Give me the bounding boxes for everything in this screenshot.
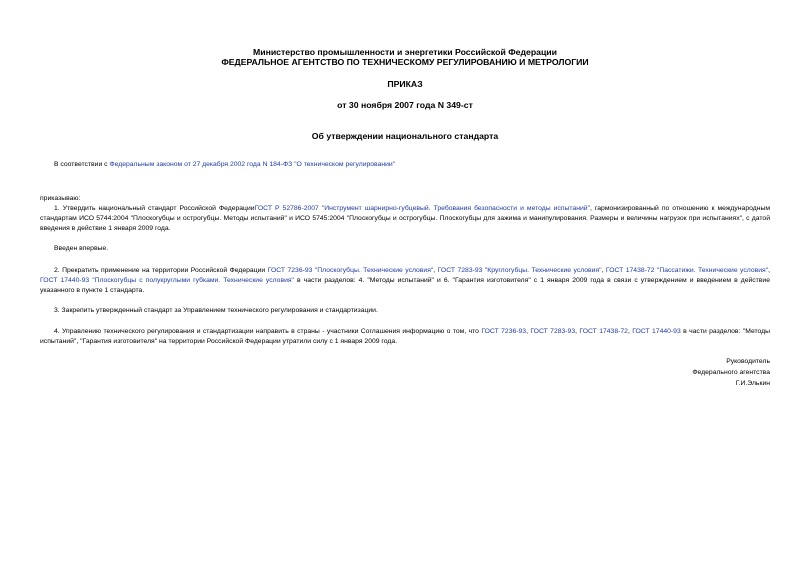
orders-word: приказываю: [40,195,81,202]
order-date: от 30 ноября 2007 года N 349-ст [337,100,473,110]
preamble-paragraph [40,160,770,170]
gost-7236-link[interactable]: ГОСТ 7236-93 "Плоскогубцы. Технические условия" [267,267,434,274]
order-title: ПРИКАЗ [387,79,423,89]
gost-7283-link[interactable]: ГОСТ 7283-93 "Круглогубцы. Технические условия" [437,267,602,274]
item-4-text: 4. Управлению технического регулирования и стандартизации направить в страны - участники Соглашения информацию о том, что [54,328,482,335]
item-2-suffix: в части разделов: 4. "Методы испытаний" и 6. "Гарантия изготовителя" с 1 января 2009 года в связи с утверждением и введением в действие указанного в пункте 1 стандарта. [40,277,770,294]
signature-agency: Федерального агентства [692,369,770,376]
separator: , [433,267,438,274]
separator: , [768,267,770,274]
item-4-paragraph [40,327,770,347]
gost-17440-link[interactable]: ГОСТ 17440-93 "Плоскогубцы с полукруглыми губками. Технические условия" [40,277,294,284]
separator: , [526,328,531,335]
gost-17438-link[interactable]: ГОСТ 17438-72 [579,328,628,335]
gost-7236-link[interactable]: ГОСТ 7236-93 [481,328,527,335]
gost-r-52786-link[interactable]: ГОСТ Р 52786-2007 "Инструмент шарнирно-губцевый. Требования безопасности и методы испытаний" [254,205,591,212]
item-1-paragraph [40,204,770,234]
introduced-note: Введен впервые. [54,245,109,252]
item-4-suffix: в части разделов: "Методы испытаний", "Гарантия изготовителя" на территории Российской Федерации утратили силу с 1 января 2009 года. [40,328,771,345]
separator: , [627,328,633,335]
item-3-paragraph: 3. Закрепить утвержденный стандарт за Управлением технического регулирования и стандартизации. [54,307,378,314]
item-1-suffix: , гармонизированный по отношению к международным стандартам ИСО 5744:2004 "Плоскогубцы и острогубцы. Методы испытаний" и ИСО 5745:2004 "Плоскогубцы и острогубцы. Плоскогубцы для зажима и манипулирования. Размеры и величины нагрузок при испытаниях", с датой введения в действие 1 января 2009 года. [40,205,771,232]
federal-law-link[interactable]: Федеральным законом от 27 декабря 2002 года N 184-ФЗ "О техническом регулировании" [109,161,396,168]
item-1-text: 1. Утвердить национальный стандарт Российской Федерации [54,205,255,212]
separator: , [575,328,580,335]
signature-name: Г.И.Элькин [735,380,770,387]
agency-title: ФЕДЕРАЛЬНОЕ АГЕНТСТВО ПО ТЕХНИЧЕСКОМУ РЕГУЛИРОВАНИЮ И МЕТРОЛОГИИ [221,57,589,67]
signature-title: Руководитель [726,358,770,365]
gost-7283-link[interactable]: ГОСТ 7283-93 [530,328,576,335]
item-2-paragraph [40,266,770,296]
preamble-text: В соответствии с [54,161,110,168]
item-2-text: 2. Прекратить применение на территории Российской Федерации [54,267,268,274]
gost-17438-link[interactable]: ГОСТ 17438-72 "Пассатижи. Технические условия" [605,267,769,274]
order-subject: Об утверждении национального стандарта [311,131,499,141]
separator: , [601,267,606,274]
gost-17440-link[interactable]: ГОСТ 17440-93 [632,328,681,335]
ministry-title: Министерство промышленности и энергетики Российской Федерации [253,47,557,57]
